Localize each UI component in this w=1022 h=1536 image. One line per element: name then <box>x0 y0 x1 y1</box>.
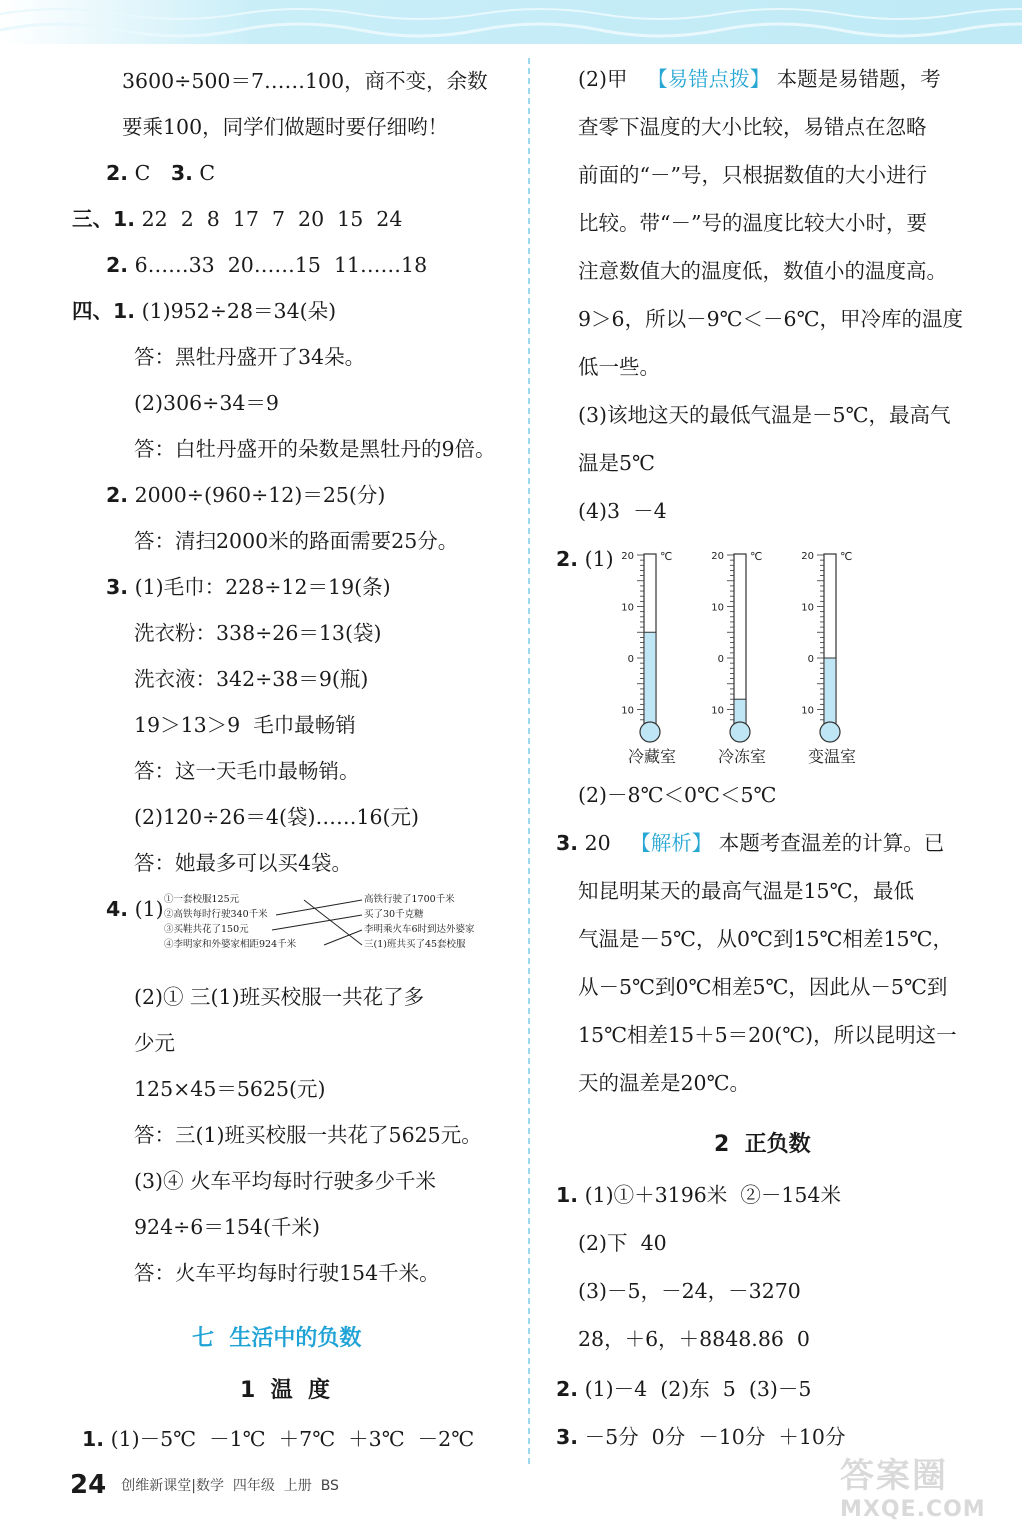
match-right-item: 买了30千克糖 <box>364 909 424 920</box>
answer-line: (2)306÷34＝9 <box>134 391 279 415</box>
thermometer-tick-label: 0 <box>627 654 634 665</box>
match-left-item: ④李明家和外婆家相距924千米 <box>164 939 297 950</box>
answer-line: 9＞6，所以－9℃＜－6℃，甲冷库的温度 <box>578 307 964 331</box>
thermometer-tick-label: 10 <box>621 705 634 717</box>
answer-line: 28，＋6，＋8848.86 0 <box>578 1327 810 1351</box>
answer-line: 19＞13＞9 毛巾最畅销 <box>134 713 356 737</box>
match-right-item: 三(1)班共买了45套校服 <box>364 939 466 950</box>
item-number: 3. <box>556 1425 579 1449</box>
thermometer-unit: ℃ <box>750 550 763 563</box>
answer-line: (2)120÷26＝4(袋)……16(元) <box>134 805 420 829</box>
thermometer-tick-label: 10 <box>621 602 634 614</box>
answer-line: (2)－8℃＜0℃＜5℃ <box>578 783 777 807</box>
item-number: 3. <box>170 161 193 185</box>
thermometer-label: 冷冻室 <box>717 747 767 764</box>
thermometer-bulb <box>820 722 840 742</box>
answer-line: 少元 <box>134 1031 175 1055</box>
answer-line: 3600÷500＝7……100，商不变，余数 <box>122 69 488 93</box>
thermometer-tick-label: 10 <box>711 705 724 717</box>
item-number: 1. <box>82 1427 105 1451</box>
answer-line: (3)该地这天的最低气温是－5℃，最高气 <box>578 403 951 427</box>
thermometer-bulb <box>640 722 660 742</box>
answer-line: 2. 2000÷(960÷12)＝25(分) <box>106 483 386 507</box>
thermometer-tick-label: 10 <box>801 602 814 614</box>
answer-line: 2. (1) <box>556 547 614 571</box>
thermometer-diagram <box>610 544 940 764</box>
subsection-title: 1 温 度 <box>240 1378 330 1403</box>
thermometer-liquid <box>825 658 836 724</box>
answer-line: (2)甲 【易错点拨】 本题是易错题，考 <box>578 67 941 91</box>
answer-line: 答：白牡丹盛开的朵数是黑牡丹的9倍。 <box>134 437 496 461</box>
section-number: 四、1. <box>72 299 136 323</box>
item-number: 2. <box>106 161 129 185</box>
answer-line: 2. (1)－4 (2)东 5 (3)－5 <box>556 1377 812 1401</box>
answer-line: (3)④ 火车平均每时行驶多少千米 <box>134 1169 437 1193</box>
answer-line: 洗衣粉：338÷26＝13(袋) <box>134 621 382 645</box>
thermometer-bulb <box>730 722 750 742</box>
watermark-logo <box>840 1448 1010 1532</box>
item-number: 4. <box>106 897 129 921</box>
answer-line: 答：她最多可以买4袋。 <box>134 851 353 875</box>
section-number: 三、1. <box>72 207 136 231</box>
item-number: 2. <box>106 483 129 507</box>
answer-line: 洗衣液：342÷38＝9(瓶) <box>134 667 369 691</box>
answer-line: (2)① 三(1)班买校服一共花了多 <box>134 985 425 1009</box>
answer-line: 答：清扫2000米的路面需要25分。 <box>134 529 459 553</box>
answer-line: 从－5℃到0℃相差5℃，因此从－5℃到 <box>578 975 948 999</box>
header-wave-band <box>0 0 1022 44</box>
item-number: 1. <box>556 1183 579 1207</box>
page-number: 24 <box>70 1470 107 1500</box>
answer-line: 4. (1) <box>106 897 164 921</box>
page-footer <box>70 1470 339 1500</box>
matching-diagram <box>164 892 504 958</box>
answer-line: 气温是－5℃，从0℃到15℃相差15℃， <box>578 927 953 951</box>
answer-line: 低一些。 <box>578 355 660 379</box>
match-right-item: 李明乘火车6时到达外婆家 <box>364 924 475 935</box>
answer-line: 温是5℃ <box>578 451 655 475</box>
thermometer-unit: ℃ <box>660 550 673 563</box>
analysis-tag: 【解析】 <box>630 831 713 855</box>
thermometer-tick-label: 20 <box>711 551 724 562</box>
item-number: 3. <box>106 575 129 599</box>
thermometer-label: 变温室 <box>807 747 857 764</box>
answer-line: 三、1. 22 2 8 17 7 20 15 24 <box>72 207 403 231</box>
answer-line: 1. (1)①＋3196米 ②－154米 <box>556 1183 841 1207</box>
answer-line: 3. －5分 0分 －10分 ＋10分 <box>556 1425 846 1449</box>
thermometer-tick-label: 20 <box>801 551 814 562</box>
answer-line: 3. 20 【解析】 本题考查温差的计算。已 <box>556 831 945 855</box>
thermometer-tick-label: 10 <box>801 705 814 717</box>
answer-line: 前面的“－”号，只根据数值的大小进行 <box>578 163 927 187</box>
answer-line: 答：黑牡丹盛开了34朵。 <box>134 345 366 369</box>
answer-line: 要乘100，同学们做题时要仔细哟！ <box>122 115 449 139</box>
answer-line: 15℃相差15＋5＝20(℃)，所以昆明这一 <box>578 1023 957 1047</box>
answer-line: 2. C 3. C <box>106 161 216 185</box>
answer-line: 3. (1)毛巾：228÷12＝19(条) <box>106 575 391 599</box>
answer-line: 查零下温度的大小比较，易错点在忽略 <box>578 115 927 139</box>
answer-line: 答：这一天毛巾最畅销。 <box>134 759 360 783</box>
answer-line: (3)－5，－24，－3270 <box>578 1279 801 1303</box>
answer-line: 1. (1)－5℃ －1℃ ＋7℃ ＋3℃ －2℃ <box>82 1427 475 1451</box>
thermometer-tube <box>734 554 746 724</box>
matching-lines <box>164 892 504 958</box>
item-number: 2. <box>556 547 579 571</box>
item-number: 2. <box>556 1377 579 1401</box>
answer-line: 答：火车平均每时行驶154千米。 <box>134 1261 440 1285</box>
answer-line: 924÷6＝154(千米) <box>134 1215 320 1239</box>
item-number: 3. <box>556 831 579 855</box>
footer-text: 创维新课堂|数学 四年级 上册 BS <box>121 1478 339 1494</box>
tip-tag: 【易错点拨】 <box>647 67 771 91</box>
answer-line: 比较。带“－”号的温度比较大小时，要 <box>578 211 927 235</box>
thermometer-liquid <box>645 632 656 724</box>
answer-line: 知昆明某天的最高气温是15℃，最低 <box>578 879 915 903</box>
watermark-url: MXQE.COM <box>840 1497 986 1522</box>
thermometer-tick-label: 0 <box>807 654 814 665</box>
match-left-item: ②高铁每时行驶340千米 <box>164 909 268 920</box>
answer-line: 四、1. (1)952÷28＝34(朵) <box>72 299 337 323</box>
match-left-item: ①一套校服125元 <box>164 894 240 905</box>
thermometer-unit: ℃ <box>840 550 853 563</box>
thermometer-liquid <box>735 699 746 724</box>
item-number: 2. <box>106 253 129 277</box>
answer-line: 125×45＝5625(元) <box>134 1077 326 1101</box>
thermometer-label: 冷藏室 <box>627 747 677 764</box>
answer-line: (2)下 40 <box>578 1231 667 1255</box>
section-title: 七 生活中的负数 <box>192 1326 362 1351</box>
answer-line: 注意数值大的温度低，数值小的温度高。 <box>578 259 947 283</box>
subsection-title: 2 正负数 <box>714 1132 811 1157</box>
column-divider <box>528 58 530 1464</box>
thermometer-tick-label: 20 <box>621 551 634 562</box>
thermometer-tick-label: 0 <box>717 654 724 665</box>
match-left-item: ③买鞋共花了150元 <box>164 924 249 935</box>
answer-line: (4)3 －4 <box>578 499 667 523</box>
answer-line: 天的温差是20℃。 <box>578 1071 751 1095</box>
watermark-title: 答案圈 <box>840 1456 948 1496</box>
match-right-item: 高铁行驶了1700千米 <box>364 894 455 905</box>
answer-line: 2. 6……33 20……15 11……18 <box>106 253 428 277</box>
answer-line: 答：三(1)班买校服一共花了5625元。 <box>134 1123 482 1147</box>
thermometer-tick-label: 10 <box>711 602 724 614</box>
